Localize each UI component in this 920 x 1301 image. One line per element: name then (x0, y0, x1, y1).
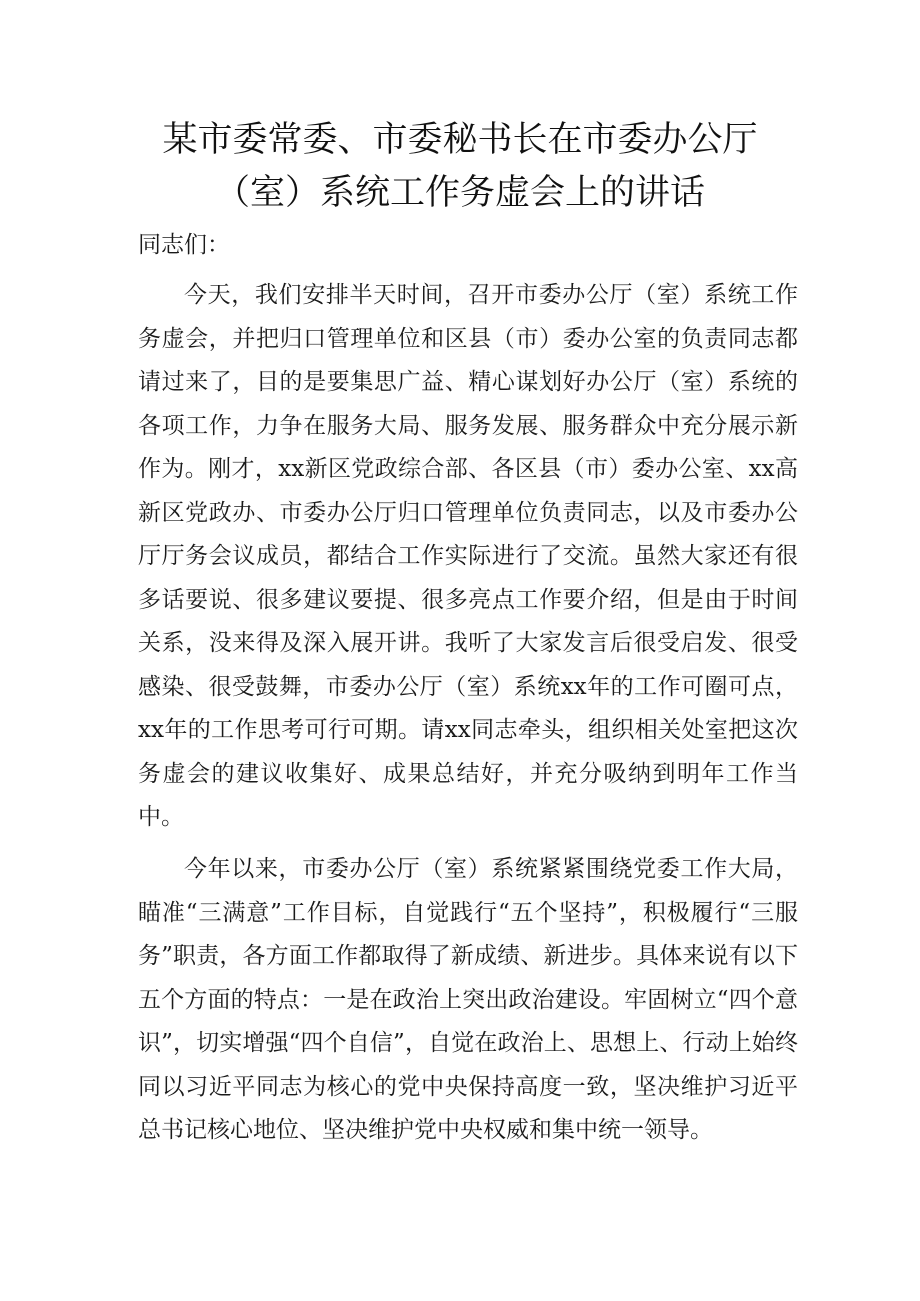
document-title-line-1: 某市委常委、市委秘书长在市委办公厅 (162, 120, 758, 160)
paragraph-1: 今天，我们安排半天时间，召开市委办公厅（室）系统工作务虚会，并把归口管理单位和区县（市）委办公室的负责同志都请过来了，目的是要集思广益、精心谋划好办公厅（室）系统的各项工作，力争在服务大局、服务发展、服务群众中充分展示新作为。刚才，xx新区党政综合部、各区县（市）委办公室、xx高新区党政办、市委办公厅归口管理单位负责同志，以及市委办公厅厅务会议成员，都结合工作实际进行了交流。虽然大家还有很多话要说、很多建议要提、很多亮点工作要介绍，但是由于时间关系，没来得及深入展开讲。我听了大家发言后很受启发、很受感染、很受鼓舞，市委办公厅（室）系统xx年的工作可圈可点，xx年的工作思考可行可期。请xx同志牵头，组织相关处室把这次务虚会的建议收集好、成果总结好，并充分吸纳到明年工作当中。 (138, 282, 798, 830)
salutation: 同志们： (138, 232, 230, 258)
paragraph-2: 今年以来，市委办公厅（室）系统紧紧围绕党委工作大局，瞄准“三满意”工作目标，自觉践行“五个坚持”，积极履行“三服务”职责，各方面工作都取得了新成绩、新进步。具体来说有以下五个方面的特点：一是在政治上突出政治建设。牢固树立“四个意识”，切实增强“四个自信”，自觉在政治上、思想上、行动上始终同以习近平同志为核心的党中央保持高度一致，坚决维护习近平总书记核心地位、坚决维护党中央权威和集中统一领导。 (138, 856, 798, 1143)
document-title-line-2: （室）系统工作务虚会上的讲话 (214, 173, 705, 213)
